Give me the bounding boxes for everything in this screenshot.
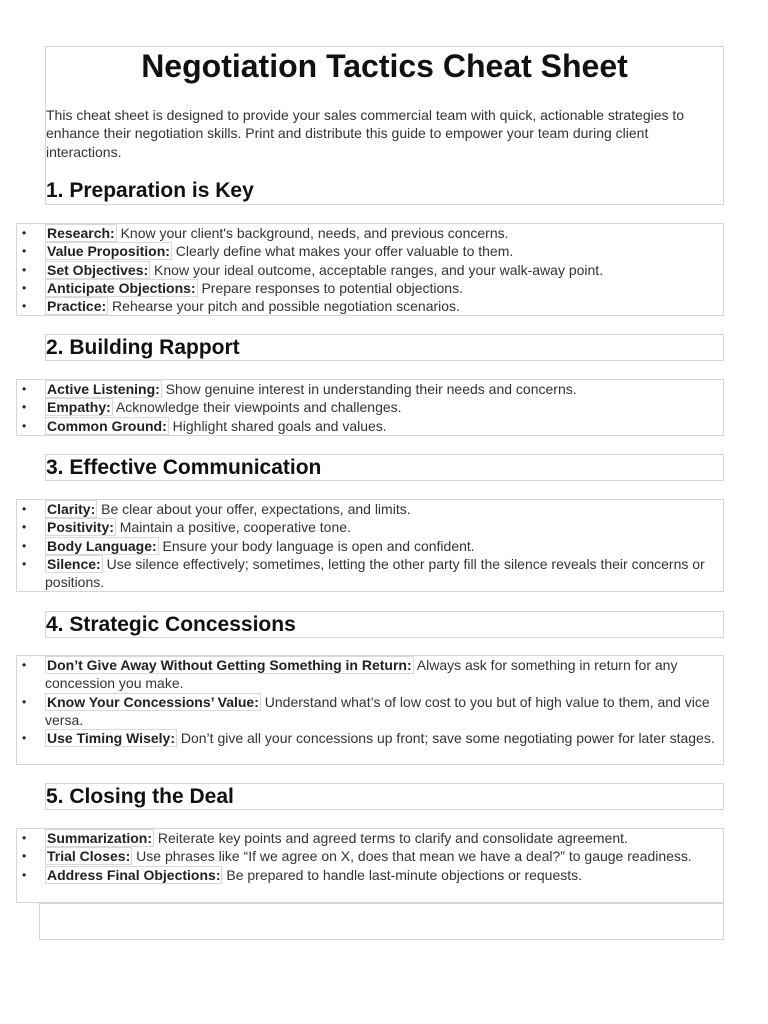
item-text: Ensure your body language is open and confident. [158, 537, 475, 554]
item-term: Silence: [47, 555, 101, 572]
item-term: Practice: [47, 298, 107, 315]
list-item [16, 729, 716, 747]
item-text: Rehearse your pitch and possible negotiation scenarios. [108, 298, 460, 315]
item-term: Trial Closes: [47, 848, 131, 865]
list-item [16, 847, 716, 865]
list-item [16, 380, 716, 398]
list-item [16, 224, 716, 242]
item-term: Value Proposition: [47, 243, 170, 260]
section-heading-closing: 5. Closing the Deal [46, 785, 234, 808]
list-item [16, 279, 716, 297]
item-text: Don’t give all your concessions up front; save some negotiating power for later stages. [176, 730, 715, 747]
item-term: Don’t Give Away Without Getting Something in Return: [47, 657, 412, 673]
item-term: Address Final Objections: [47, 866, 221, 883]
item-text: Acknowledge their viewpoints and challenges. [112, 399, 402, 416]
item-term: Summarization: [47, 830, 153, 846]
list-item [16, 242, 716, 260]
list-rapport [16, 380, 716, 435]
item-text: Clearly define what makes your offer valuable to them. [171, 243, 514, 260]
item-term: Set Objectives: [47, 261, 149, 278]
list-item [16, 500, 716, 518]
page-title: Negotiation Tactics Cheat Sheet [141, 48, 628, 84]
item-text: Show genuine interest in understanding their needs and concerns. [161, 381, 577, 397]
item-term: Active Listening: [47, 381, 160, 397]
item-text: Know your ideal outcome, acceptable ranges, and your walk-away point. [150, 261, 604, 278]
item-term: Research: [47, 225, 115, 241]
list-item [16, 417, 716, 435]
item-term: Anticipate Objections: [47, 279, 196, 296]
list-item [16, 866, 716, 884]
item-text: Understand what’s of low cost to you but of high value to them, and vice versa. [45, 693, 710, 728]
item-term: Clarity: [47, 501, 96, 517]
list-concessions [16, 656, 716, 747]
item-text: Highlight shared goals and values. [168, 417, 387, 434]
item-term: Know Your Concessions’ Value: [47, 693, 259, 710]
section-heading-concessions: 4. Strategic Concessions [46, 613, 296, 636]
list-preparation [16, 224, 716, 315]
section-heading-rapport: 2. Building Rapport [46, 336, 240, 359]
item-term: Empathy: [47, 399, 111, 416]
item-term: Positivity: [47, 519, 114, 536]
item-text: Reiterate key points and agreed terms to clarify and consolidate agreement. [154, 830, 628, 846]
section-heading-preparation: 1. Preparation is Key [46, 179, 254, 202]
list-item [16, 693, 716, 730]
list-item [16, 398, 716, 416]
list-item [16, 656, 716, 693]
item-text: Use phrases like “If we agree on X, does that mean we have a deal?” to gauge readiness. [132, 848, 692, 865]
empty-footer-box [39, 903, 724, 940]
list-communication [16, 500, 716, 591]
item-text: Be prepared to handle last-minute objections or requests. [222, 866, 583, 883]
list-item [16, 555, 716, 592]
list-item [16, 297, 716, 315]
item-term: Common Ground: [47, 417, 167, 434]
item-term: Use Timing Wisely: [47, 730, 175, 747]
list-closing [16, 829, 716, 884]
item-text: Always ask for something in return for any concession you make. [45, 657, 678, 692]
item-term: Body Language: [47, 537, 157, 554]
item-text: Prepare responses to potential objections. [197, 279, 463, 296]
list-item [16, 537, 716, 555]
item-text: Be clear about your offer, expectations, and limits. [97, 501, 411, 517]
intro-paragraph: This cheat sheet is designed to provide your sales commercial team with quick, actionable strategies to enhance their negotiation skills. Print and distribute this guide to empower your team during client interactions. [46, 107, 685, 160]
section-heading-communication: 3. Effective Communication [46, 456, 322, 479]
item-text: Maintain a positive, cooperative tone. [115, 519, 351, 536]
list-item [16, 518, 716, 536]
item-text: Use silence effectively; sometimes, letting the other party fill the silence reveals their concerns or positions. [45, 555, 705, 591]
list-item [16, 829, 716, 847]
item-text: Know your client's background, needs, and previous concerns. [116, 225, 509, 241]
list-item [16, 261, 716, 279]
